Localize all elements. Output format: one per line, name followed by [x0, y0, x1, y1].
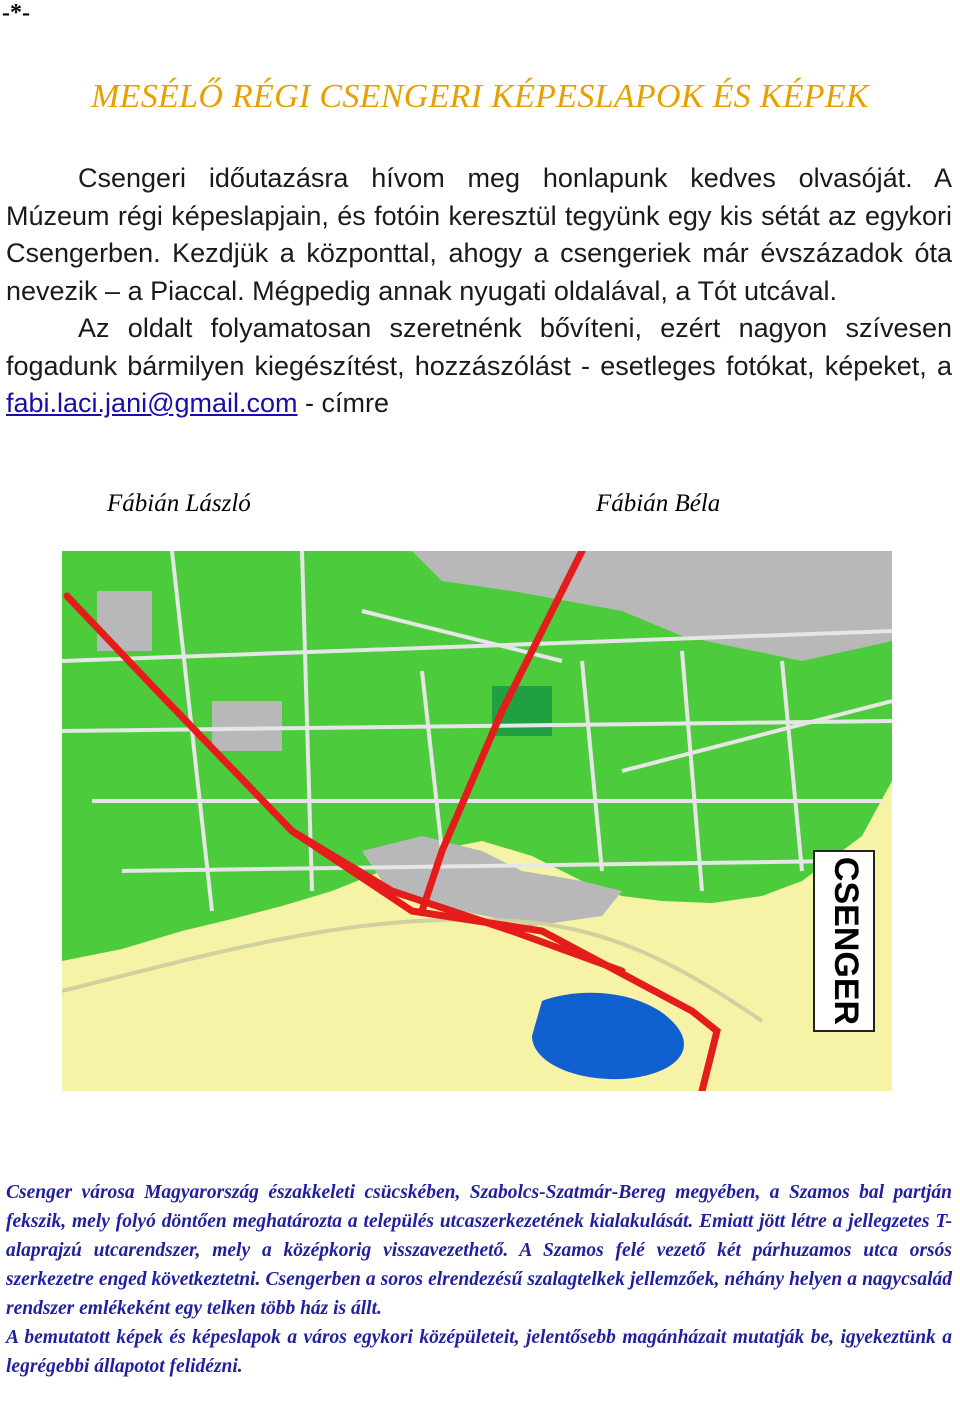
map-block-west [97, 591, 152, 651]
author-bela: Fábián Béla [596, 490, 721, 517]
intro-paragraph-2-start: Az oldalt folyamatosan szeretnénk bővíteni, ezért nagyon szívesen fogadunk bármilyen kiegészítést, hozzászólást - esetleges fotókat, képeket, a [6, 313, 952, 381]
intro-paragraph-2 [6, 310, 952, 423]
intro-paragraph-2-end: - címre [297, 388, 390, 418]
map-label: CSENGER [827, 856, 866, 1026]
page-marker: -*- [2, 0, 30, 26]
page-title: MESÉLŐ RÉGI CSENGERI KÉPESLAPOK ÉS KÉPEK [91, 78, 869, 115]
caption-paragraph-2: A bemutatott képek és képeslapok a város egykori középületeit, jelentősebb magánházait mutatják be, igyekeztünk a legrégebbi állapotot felidézni. [6, 1327, 952, 1377]
map-block-center [212, 701, 282, 751]
intro-text [6, 160, 952, 423]
email-link[interactable]: fabi.laci.jani@gmail.com [6, 388, 298, 418]
author-laszlo: Fábián László [107, 490, 251, 517]
intro-paragraph-1: Csengeri időutazásra hívom meg honlapunk kedves olvasóját. A Múzeum régi képeslapjain, és fotóin keresztül tegyünk egy kis sétát az egykori Csengerben. Kezdjük a központtal, ahogy a csengeriek már évszázadok óta nevezik – a Piaccal. Mégpedig annak nyugati oldalával, a Tót utcával. [6, 163, 952, 306]
caption-paragraph-1: Csenger városa Magyarország északkeleti csücskében, Szabolcs-Szatmár-Bereg megyében, a Szamos bal partján fekszik, mely folyó döntően meghatározta a település utcaszerkezetének kialakulását. Emiatt jött létre a jellegzetes T- alaprajzú utcarendszer, mely a középkorig visszavezethető. A Szamos felé vezető két párhuzamos utca orsós szerkezetre enged következtetni. Csengerben a soros elrendezésű szalagtelkek jellemzőek, néhány helyen a nagycsalád rendszer emlékeként egy telken több ház is állt. [6, 1182, 952, 1319]
town-map [62, 551, 892, 1091]
caption-text [6, 1178, 952, 1381]
